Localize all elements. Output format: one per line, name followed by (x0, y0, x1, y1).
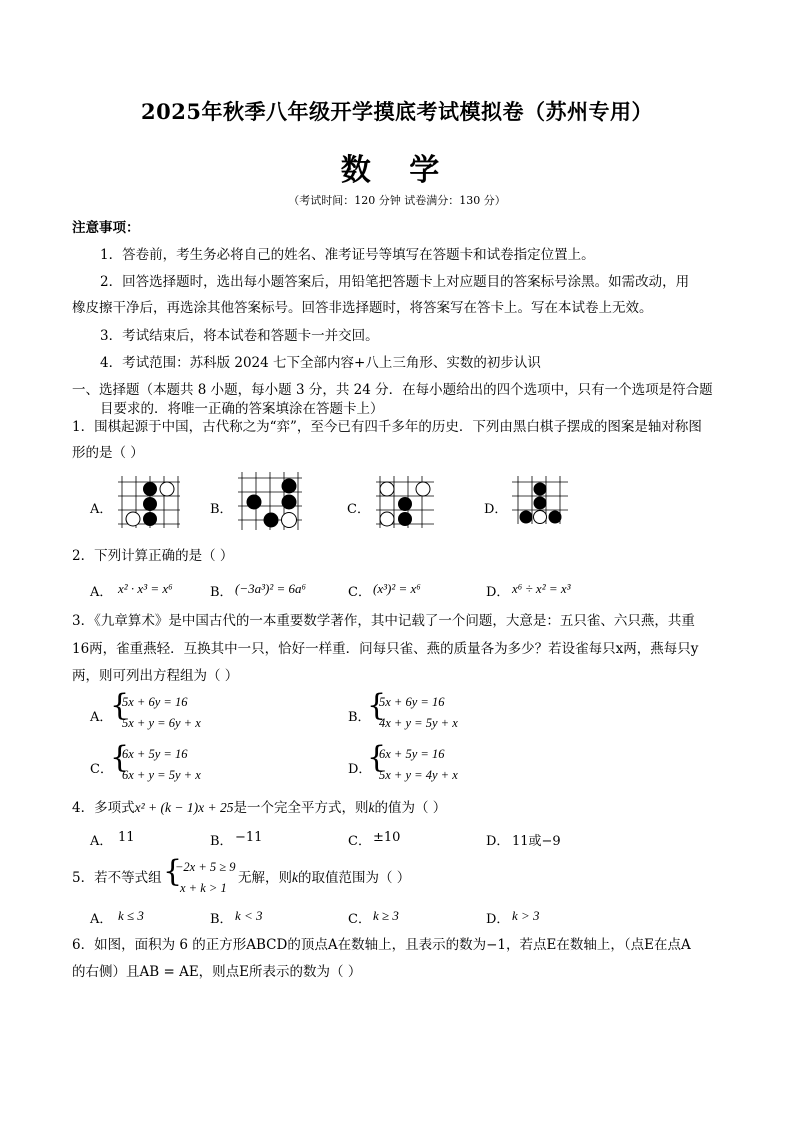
q3-stem-line-1: 3．《九章算术》是中国古代的一本重要数学著作，其中记载了一个问题，大意是：五只雀、六只燕，共重 (72, 613, 695, 629)
q2-option-a-label: A． (90, 585, 113, 600)
q1-option-b-label: B． (210, 502, 233, 517)
q5-stem-part-2: 无解，则 (238, 870, 292, 886)
q2-option-c: (x³)² = x⁶ (373, 581, 421, 596)
q3-option-b-brace: { (367, 688, 387, 723)
q4-option-c: ±10 (373, 830, 401, 845)
q5-variable: k (292, 870, 298, 885)
q5-stem-part-1: 5．若不等式组 (72, 870, 162, 886)
subject-title: 数 学 (340, 153, 454, 188)
q3-option-d-brace: { (367, 740, 387, 775)
note-4: 4．考试范围：苏科版 2024 七下全部内容+八上三角形、实数的初步认识 (100, 355, 541, 371)
q3-option-a-eq2: 5x + y = 6y + x (122, 716, 201, 730)
q5-option-b: k < 3 (235, 908, 263, 923)
q3-option-a-label: A． (90, 710, 113, 725)
q6-stem-line-1: 6．如图，面积为 6 的正方形ABCD的顶点A在数轴上，且表示的数为−1，若点E在数轴上，（点E在点A (72, 937, 691, 953)
go-pattern-a (114, 474, 184, 530)
q3-option-c-label: C． (90, 762, 113, 777)
q2-option-b: (−3a³)² = 6a⁶ (235, 581, 307, 596)
q1-option-a-label: A． (90, 502, 113, 517)
q3-option-b-label: B． (348, 710, 371, 725)
q3-option-d-eq2: 5x + y = 4y + x (379, 768, 458, 782)
notes-heading: 注意事项： (72, 220, 140, 236)
q4-polynomial: x² + (k − 1)x + 25 (134, 800, 234, 815)
q3-option-c-brace: { (110, 740, 130, 775)
q3-option-c-eq1: 6x + 5y = 16 (122, 747, 188, 761)
q4-variable: k (368, 800, 375, 815)
go-pattern-b (234, 470, 306, 532)
q3-option-b-eq2: 4x + y = 5y + x (379, 716, 458, 730)
q4-stem-part-1: 4．多项式 (72, 800, 135, 816)
q4-option-c-label: C． (348, 834, 371, 849)
q6-stem-line-2: 的右侧）且AB = AE，则点E所表示的数为（ ） (72, 964, 362, 980)
q5-option-d-label: D． (486, 912, 510, 927)
q2-option-b-label: B． (210, 585, 233, 600)
q2-option-d: x⁶ ÷ x² = x³ (512, 581, 571, 596)
time-info: （考试时间：120 分钟 试卷满分：130 分） (288, 194, 506, 207)
q3-option-d-eq1: 6x + 5y = 16 (379, 747, 445, 761)
q3-option-a-eq1: 5x + 6y = 16 (122, 695, 188, 709)
q4-option-a-label: A． (90, 834, 113, 849)
q5-option-a: k ≤ 3 (118, 908, 144, 923)
q3-option-c-eq2: 6x + y = 5y + x (122, 768, 201, 782)
q2-option-d-label: D． (486, 585, 510, 600)
q5-ineq-1: −2x + 5 ≥ 9 (175, 860, 236, 874)
q3-stem-line-3: 两，则可列出方程组为（ ） (72, 668, 239, 684)
go-pattern-c (372, 474, 438, 530)
q3-stem-line-2: 16两，雀重燕轻．互换其中一只，恰好一样重．问每只雀、燕的质量各为多少？若设雀每只x两，燕每只y (72, 641, 699, 657)
q4-stem-part-3: 的值为（ ） (374, 800, 447, 816)
q2-option-c-label: C． (348, 585, 371, 600)
q4-stem (72, 799, 446, 817)
go-pattern-d (510, 474, 570, 530)
exam-title: 2025年秋季八年级开学摸底考试模拟卷（苏州专用） (141, 99, 653, 124)
q3-option-a-brace: { (110, 688, 130, 723)
note-2-line-2: 橡皮擦干净后，再选涂其他答案标号。回答非选择题时，将答案写在答卡上。写在本试卷上无效。 (72, 300, 653, 316)
section-1-heading-line-2: 目要求的．将唯一正确的答案填涂在答题卡上） (100, 401, 384, 417)
q1-option-d-label: D． (484, 502, 508, 517)
q1-stem-line-2: 形的是（ ） (72, 445, 144, 461)
q5-stem-part-3: 的取值范围为（ ） (298, 870, 411, 886)
q5-option-b-label: B． (210, 912, 233, 927)
q5-option-c-label: C． (348, 912, 371, 927)
q4-option-d: 11或−9 (512, 834, 561, 849)
q4-option-a: 11 (118, 830, 135, 845)
q2-stem: 2．下列计算正确的是（ ） (72, 548, 234, 564)
section-1-heading-line-1: 一、选择题（本题共 8 小题，每小题 3 分，共 24 分．在每小题给出的四个选项中，只有一个选项是符合题 (72, 382, 713, 398)
q5-option-d: k > 3 (512, 908, 540, 923)
q5-stem-rest (238, 869, 410, 887)
q5-option-c: k ≥ 3 (373, 908, 399, 923)
q1-option-c-label: C． (347, 502, 370, 517)
q4-option-b: −11 (235, 830, 263, 845)
q3-option-d-label: D． (348, 762, 372, 777)
note-2-line-1: 2．回答选择题时，选出每小题答案后，用铅笔把答题卡上对应题目的答案标号涂黑。如需改动，用 (100, 274, 690, 290)
q3-option-b-eq1: 5x + 6y = 16 (379, 695, 445, 709)
q4-option-d-label: D． (486, 834, 510, 849)
q4-stem-part-2: 是一个完全平方式，则 (233, 800, 369, 816)
q5-ineq-2: x + k > 1 (180, 881, 227, 895)
q5-brace: { (163, 854, 183, 889)
q2-option-a: x² · x³ = x⁶ (118, 581, 173, 596)
note-3: 3．考试结束后，将本试卷和答题卡一并交回。 (100, 328, 379, 344)
q5-option-a-label: A． (90, 912, 113, 927)
q1-stem-line-1: 1．围棋起源于中国，古代称之为“弈”，至今已有四千多年的历史．下列由黑白棋子摆成的图案是轴对称图 (72, 419, 702, 435)
note-1: 1．答卷前，考生务必将自己的姓名、准考证号等填写在答题卡和试卷指定位置上。 (100, 247, 595, 263)
q4-option-b-label: B． (210, 834, 233, 849)
